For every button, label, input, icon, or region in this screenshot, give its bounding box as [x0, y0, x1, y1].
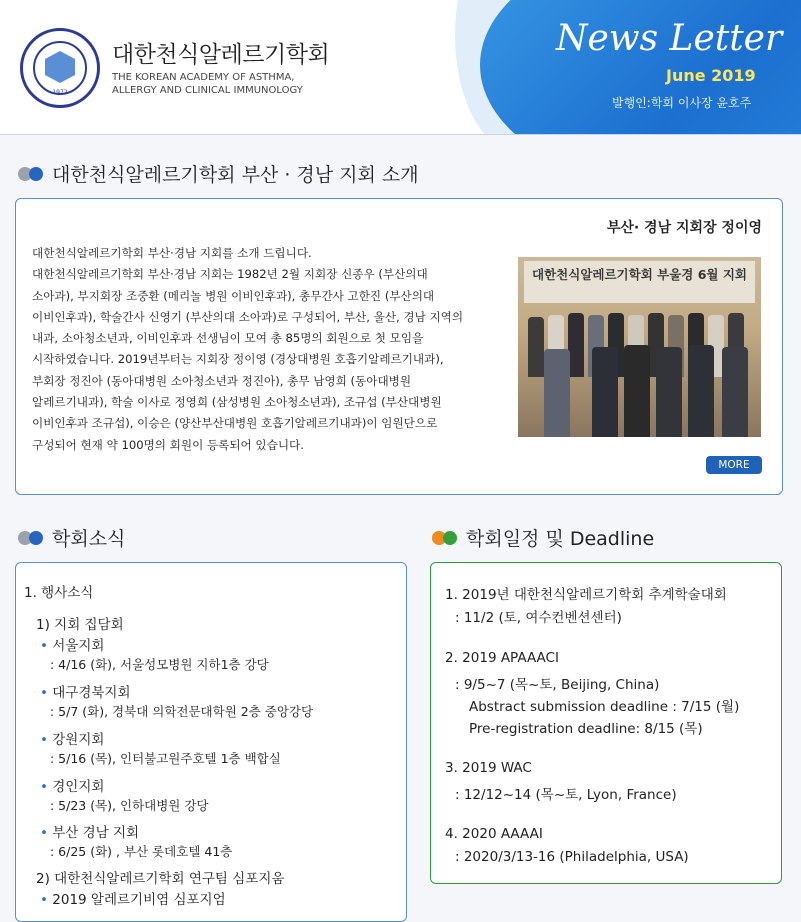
group-photo — [518, 257, 761, 437]
schedule-item-title: 3. 2019 WAC — [445, 760, 532, 776]
list-item: • 부산 경남 지회 — [40, 825, 140, 841]
section-bullet-icon — [18, 167, 44, 181]
list-item-detail: : 5/7 (화), 경북대 의학전문대학원 2층 중앙강당 — [50, 704, 314, 719]
news-heading: 1. 행사소식 — [24, 585, 94, 601]
schedule-item-detail: : 2020/3/13-16 (Philadelphia, USA) — [455, 849, 689, 865]
author-name: 부산· 경남 지회장 정이영 — [606, 220, 762, 236]
schedule-item-title: 2. 2019 APAAACI — [445, 650, 559, 666]
schedule-item-detail: : 12/12~14 (목~토, Lyon, France) — [455, 787, 677, 803]
schedule-item-title: 1. 2019년 대한천식알레르기학회 추계학술대회 — [445, 587, 727, 603]
section-bullet-icon — [18, 531, 44, 545]
newsletter-header — [0, 0, 801, 135]
org-name-korean: 대한천식알레르기학회 — [112, 42, 330, 68]
news-subheading: 1) 지회 집담회 — [36, 617, 124, 633]
list-item: • 2019 알레르기비염 심포지엄 — [40, 892, 226, 908]
org-name-english: THE KOREAN ACADEMY OF ASTHMA, ALLERGY AND CLINICAL IMMUNOLOGY — [112, 72, 303, 96]
academy-seal-logo: 1972 — [20, 28, 100, 108]
list-item-detail: : 4/16 (화), 서울성모병원 지하1층 강당 — [50, 657, 269, 672]
list-item: • 경인지회 — [40, 779, 105, 795]
schedule-item-title: 4. 2020 AAAAI — [445, 826, 543, 842]
intro-paragraph: 대한천식알레르기학회 부산·경남 지회를 소개 드립니다. 대한천식알레르기학회 부산·경남 지회는 1982년 2월 지회장 신종우 (부산의대 소아과), 부지회장 조중환 (메리놀 병원 이비인후과), 총무간사 고한진 (부산의대 이비인후과), 학술간사 신영기 (부산의대 소아과)로 구성되어, 부산, 울산, 경남 지역의 내과, 소아청소년과, 이비인후과 선생님이 모여 총 85명의 회원으로 첫 모임을 시작하였습니다. 2019년부터는 지회장 정이영 (경상대병원 호흡기알레르기내과), 부회장 정진아 (동아대병원 소아청소년과 정진아), 총무 남영희 (동아대병원 알레르기내과), 학술 이사로 정영희 (삼성병원 소아청소년과), 조규섭 (부산대병원 이비인후과 조규섭), 이승은 (양산부산대병원 호흡기알레르기내과)이 임원단으로 구성되어 현재 약 100명의 회원이 등록되어 있습니다. — [32, 246, 464, 452]
more-button[interactable]: MORE — [706, 456, 762, 474]
list-item-detail: : 5/16 (목), 인터불고원주호텔 1층 백합실 — [50, 751, 281, 766]
news-box — [15, 562, 407, 922]
intro-section-title: 대한천식알레르기학회 부산 · 경남 지회 소개 — [18, 160, 419, 187]
list-item-detail: : 5/23 (목), 인하대병원 강당 — [50, 798, 209, 813]
schedule-section-title: 학회일정 및 Deadline — [432, 524, 654, 551]
schedule-item-detail: : 11/2 (토, 여수컨벤션센터) — [455, 610, 622, 626]
list-item: • 서울지회 — [40, 638, 105, 654]
list-item: • 강원지회 — [40, 732, 105, 748]
schedule-box — [430, 562, 782, 884]
photo-banner: 대한천식알레르기학회 부울경 6월 지회 — [524, 261, 755, 303]
intro-box — [15, 198, 783, 495]
list-item-detail: : 6/25 (화) , 부산 롯데호텔 41층 — [50, 844, 233, 859]
schedule-item-detail: Pre-registration deadline: 8/15 (목) — [469, 721, 703, 737]
schedule-item-detail: : 9/5~7 (목~토, Beijing, China) — [455, 677, 660, 693]
news-subheading: 2) 대한천식알레르기학회 연구팀 심포지움 — [36, 871, 285, 887]
issue-date: June 2019 — [666, 66, 756, 85]
publisher: 발행인:학회 이사장 윤호주 — [612, 96, 752, 110]
schedule-item-detail: Abstract submission deadline : 7/15 (월) — [469, 699, 740, 715]
newsletter-title: News Letter — [556, 18, 783, 59]
section-bullet-icon — [432, 531, 458, 545]
news-section-title: 학회소식 — [18, 524, 125, 551]
list-item: • 대구경북지회 — [40, 685, 131, 701]
